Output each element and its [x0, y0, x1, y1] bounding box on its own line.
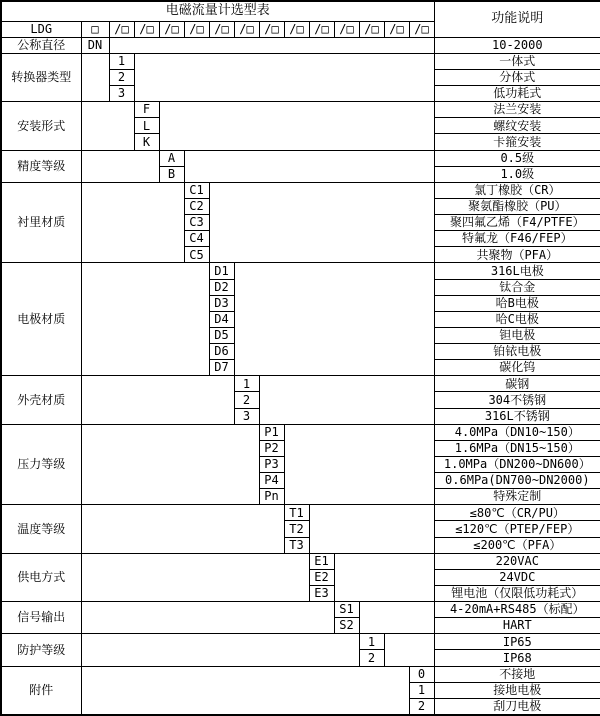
option-desc: 低功耗式: [434, 86, 600, 102]
option-code: A: [159, 150, 184, 166]
table-row: [1, 602, 600, 618]
option-code: C1: [184, 182, 209, 198]
option-desc: 聚四氟乙烯（F4/PTFE）: [434, 215, 600, 231]
table-row: [1, 150, 600, 166]
table-title: 电磁流量计选型表: [1, 1, 434, 21]
option-code: 2: [359, 650, 384, 666]
option-desc: 220VAC: [434, 553, 600, 569]
spacer-cell: [284, 424, 434, 505]
model-slash-box: /□: [359, 21, 384, 37]
option-desc: 316L不锈钢: [434, 408, 600, 424]
option-code: P4: [259, 473, 284, 489]
option-desc: 304不锈钢: [434, 392, 600, 408]
spacer-cell: [334, 553, 434, 601]
option-code: S1: [334, 602, 359, 618]
option-code: E1: [309, 553, 334, 569]
option-code: 2: [409, 698, 434, 715]
option-code: C3: [184, 215, 209, 231]
table-row: [1, 666, 600, 682]
category-label: 附件: [1, 666, 81, 715]
category-label: 电极材质: [1, 263, 81, 376]
category-label: 安装形式: [1, 102, 81, 150]
spacer-cell: [384, 634, 434, 666]
table-row: [1, 505, 600, 521]
spacer-cell: [109, 37, 434, 53]
option-code: 3: [234, 408, 259, 424]
option-code: L: [134, 118, 159, 134]
spacer-cell: [81, 102, 134, 150]
option-code: P2: [259, 440, 284, 456]
table-row: [1, 376, 600, 392]
spacer-cell: [184, 150, 434, 182]
spacer-cell: [81, 150, 159, 182]
option-code: P3: [259, 456, 284, 472]
category-label: 衬里材质: [1, 182, 81, 263]
spacer-cell: [309, 505, 434, 553]
option-desc: 316L电极: [434, 263, 600, 279]
model-slash-box: /□: [409, 21, 434, 37]
model-prefix: LDG: [1, 21, 81, 37]
table-row: [1, 634, 600, 650]
option-desc: 刮刀电极: [434, 698, 600, 715]
category-label: 温度等级: [1, 505, 81, 553]
option-code: S2: [334, 618, 359, 634]
spacer-cell: [81, 263, 209, 376]
option-code: D5: [209, 327, 234, 343]
option-code: C2: [184, 198, 209, 214]
option-code: E2: [309, 569, 334, 585]
table-row: [1, 102, 600, 118]
option-desc: 不接地: [434, 666, 600, 682]
model-slash-box: /□: [259, 21, 284, 37]
model-slash-box: /□: [159, 21, 184, 37]
option-desc: 螺纹安装: [434, 118, 600, 134]
option-code: DN: [81, 37, 109, 53]
option-code: 3: [109, 86, 134, 102]
table-row: [1, 182, 600, 198]
option-desc: 0.6MPa(DN700~DN2000): [434, 473, 600, 489]
option-code: 2: [234, 392, 259, 408]
option-desc: 钛合金: [434, 279, 600, 295]
option-desc: 哈C电极: [434, 311, 600, 327]
option-code: D6: [209, 344, 234, 360]
table-row: [1, 53, 600, 69]
spacer-cell: [259, 376, 434, 424]
option-desc: 4.0MPa（DN10~150）: [434, 424, 600, 440]
model-slash-box: /□: [184, 21, 209, 37]
option-code: Pn: [259, 489, 284, 505]
option-code: 1: [359, 634, 384, 650]
category-label: 压力等级: [1, 424, 81, 505]
option-desc: 哈B电极: [434, 295, 600, 311]
model-slash-box: /□: [134, 21, 159, 37]
model-slash-box: /□: [384, 21, 409, 37]
option-code: 2: [109, 69, 134, 85]
option-code: C5: [184, 247, 209, 263]
spacer-cell: [234, 263, 434, 376]
option-desc: 碳钢: [434, 376, 600, 392]
option-code: T2: [284, 521, 309, 537]
option-code: D7: [209, 360, 234, 376]
category-label: 供电方式: [1, 553, 81, 601]
option-desc: 4-20mA+RS485（标配）: [434, 602, 600, 618]
spacer-cell: [81, 182, 184, 263]
option-desc: IP65: [434, 634, 600, 650]
model-box: □: [81, 21, 109, 37]
option-desc: 一体式: [434, 53, 600, 69]
table-row: [1, 553, 600, 569]
option-desc: IP68: [434, 650, 600, 666]
spacer-cell: [81, 376, 234, 424]
option-desc: 碳化钨: [434, 360, 600, 376]
option-desc: ≤80℃（CR/PU）: [434, 505, 600, 521]
option-desc: ≤120℃（PTEP/FEP）: [434, 521, 600, 537]
spacer-cell: [81, 53, 109, 101]
spacer-cell: [81, 602, 334, 634]
option-desc: 卡箍安装: [434, 134, 600, 150]
function-column-header: 功能说明: [434, 1, 600, 37]
option-desc: 氯丁橡胶（CR）: [434, 182, 600, 198]
option-desc: 24VDC: [434, 569, 600, 585]
table-row: [1, 263, 600, 279]
spacer-cell: [81, 553, 309, 601]
option-desc: 分体式: [434, 69, 600, 85]
option-desc: 0.5级: [434, 150, 600, 166]
spacer-cell: [81, 424, 259, 505]
option-code: D4: [209, 311, 234, 327]
spacer-cell: [81, 505, 284, 553]
option-desc: 1.6MPa（DN15~150）: [434, 440, 600, 456]
model-slash-box: /□: [209, 21, 234, 37]
option-code: C4: [184, 231, 209, 247]
spacer-cell: [359, 602, 434, 634]
spacer-cell: [81, 634, 359, 666]
table-row: [1, 424, 600, 440]
option-code: 1: [234, 376, 259, 392]
option-code: D2: [209, 279, 234, 295]
option-desc: ≤200℃（PFA）: [434, 537, 600, 553]
option-desc: 特氟龙（F46/FEP）: [434, 231, 600, 247]
option-code: 0: [409, 666, 434, 682]
option-desc: 钽电极: [434, 327, 600, 343]
model-slash-box: /□: [309, 21, 334, 37]
option-code: 1: [109, 53, 134, 69]
option-desc: HART: [434, 618, 600, 634]
model-slash-box: /□: [109, 21, 134, 37]
option-code: T1: [284, 505, 309, 521]
option-desc: 1.0级: [434, 166, 600, 182]
option-code: D3: [209, 295, 234, 311]
option-code: B: [159, 166, 184, 182]
model-slash-box: /□: [334, 21, 359, 37]
table-row: [1, 37, 600, 53]
spacer-cell: [159, 102, 434, 150]
category-label: 精度等级: [1, 150, 81, 182]
option-desc: 特殊定制: [434, 489, 600, 505]
option-desc: 共聚物（PFA）: [434, 247, 600, 263]
option-code: K: [134, 134, 159, 150]
option-desc: 聚氨酯橡胶（PU）: [434, 198, 600, 214]
category-label: 转换器类型: [1, 53, 81, 101]
option-desc: 法兰安装: [434, 102, 600, 118]
category-label: 公称直径: [1, 37, 81, 53]
option-desc: 接地电极: [434, 682, 600, 698]
option-code: D1: [209, 263, 234, 279]
option-desc: 铂铱电极: [434, 344, 600, 360]
option-desc: 1.0MPa（DN200~DN600）: [434, 456, 600, 472]
category-label: 信号输出: [1, 602, 81, 634]
spacer-cell: [81, 666, 409, 715]
option-code: 1: [409, 682, 434, 698]
category-label: 外壳材质: [1, 376, 81, 424]
option-desc: 锂电池（仅限低功耗式）: [434, 585, 600, 601]
model-slash-box: /□: [234, 21, 259, 37]
spacer-cell: [209, 182, 434, 263]
option-code: T3: [284, 537, 309, 553]
spacer-cell: [134, 53, 434, 101]
option-desc: 10-2000: [434, 37, 600, 53]
option-code: F: [134, 102, 159, 118]
category-label: 防护等级: [1, 634, 81, 666]
model-slash-box: /□: [284, 21, 309, 37]
option-code: P1: [259, 424, 284, 440]
option-code: E3: [309, 585, 334, 601]
